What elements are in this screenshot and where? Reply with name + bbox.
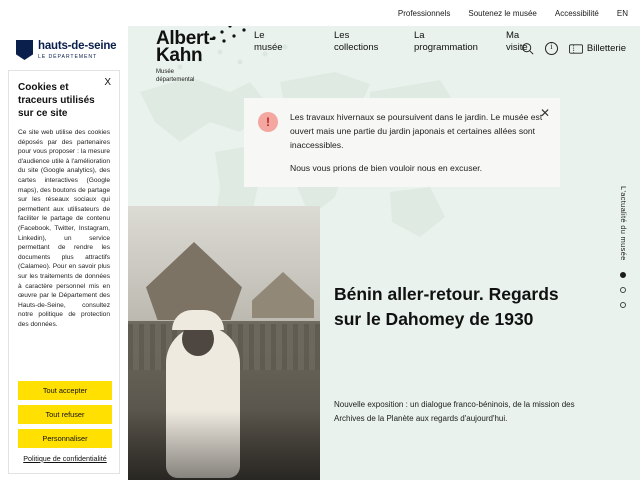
refuse-all-button[interactable]: Tout refuser: [18, 405, 112, 424]
cookie-actions: [18, 381, 112, 464]
nav-item-collections-line2: collections: [334, 42, 379, 53]
hero-shadow-overlay: [128, 410, 320, 480]
carousel-dot-3[interactable]: [620, 302, 626, 308]
top-utility-bar: [0, 0, 640, 26]
nav-item-programmation-line1: La: [414, 30, 425, 41]
search-icon[interactable]: [521, 42, 534, 55]
cookie-body-text: Ce site web utilise des cookies déposés par des partenaires pour vous proposer : la mesure d'audience utile à l'amélioration du site (Google analytics), des cartes interactives (Google maps), des boutons de partage sur les réseaux sociaux qui permettent aux utilisateurs de faciliter le partage de contenu (Facebook, Twitter, Instagram, Linkedin), un service permettant de rendre les documents plus attractifs (Calameo). Pour en savoir plus sur les traitements de données à caractère personnel mis en œuvre par le Département des Hauts-de-Seine, consultez notre politique de protection des données.: [18, 129, 110, 328]
site-logo[interactable]: [156, 30, 215, 84]
carousel-dot-2[interactable]: [620, 287, 626, 293]
topbar-link-language[interactable]: EN: [616, 8, 628, 18]
hero-image: [128, 206, 320, 480]
nav-item-visite-line2: visite: [506, 42, 528, 53]
topbar-link-professionnels[interactable]: Professionnels: [397, 8, 451, 18]
brand-sub-line2: départemental: [156, 76, 195, 83]
main-navigation: [254, 30, 634, 66]
customize-button[interactable]: Personnaliser: [18, 429, 112, 448]
exclamation-icon: !: [258, 112, 278, 132]
alert-text: [290, 110, 550, 175]
nav-item-musee-line2: musée: [254, 42, 283, 53]
nav-item-programmation-line2: programmation: [414, 42, 478, 53]
alert-paragraph-2: Nous vous prions de bien vouloir nous en excuser.: [290, 163, 483, 173]
department-name: hauts-de-seine: [38, 40, 117, 52]
privacy-policy-link[interactable]: Politique de confidentialité: [23, 453, 107, 463]
shield-icon: [16, 40, 33, 60]
brand-sub-line1: Musée: [156, 69, 175, 75]
hero-subtitle: Nouvelle exposition : un dialogue franco-béninois, de la mission des Archives de la Planète aux regards d'aujourd'hui.: [334, 400, 575, 423]
alert-paragraph-1: Les travaux hivernaux se poursuivent dans le jardin. Le musée est ouvert mais une partie du jardin japonais et certaines allées sont inaccessibles.: [290, 112, 543, 150]
topbar-link-soutenez[interactable]: Soutenez le musée: [468, 8, 537, 18]
alert-banner: [244, 98, 560, 187]
carousel-label: L'actualité du musée: [619, 186, 628, 261]
info-icon[interactable]: [545, 42, 558, 55]
brand-name-line2: Kahn: [156, 45, 203, 66]
ticket-icon: [569, 44, 583, 54]
nav-item-programmation[interactable]: [414, 30, 480, 54]
accept-all-button[interactable]: Tout accepter: [18, 381, 112, 400]
carousel-dots: [620, 272, 626, 308]
nav-item-visite-line1: Ma: [506, 30, 520, 41]
nav-item-collections-line1: Les: [334, 30, 350, 41]
nav-item-collections[interactable]: [334, 30, 388, 54]
nav-item-musee-line1: Le: [254, 30, 265, 41]
department-logo[interactable]: [16, 40, 116, 60]
cookie-banner: [8, 70, 120, 474]
brand-name-line1: Albert-: [156, 28, 216, 49]
department-subtitle: LE DÉPARTEMENT: [38, 54, 98, 60]
cookie-title: Cookies et traceurs utilisés sur ce site: [18, 82, 95, 119]
topbar-link-accessibilite[interactable]: Accessibilité: [554, 8, 599, 18]
ticket-label: Billetterie: [586, 43, 626, 54]
ticket-button[interactable]: [569, 43, 626, 54]
nav-icon-group: [521, 42, 626, 55]
carousel-dot-1[interactable]: [620, 272, 626, 278]
hero-title[interactable]: Bénin aller-retour. Regards sur le Dahomey de 1930: [334, 284, 559, 329]
close-icon[interactable]: ✕: [539, 106, 551, 120]
nav-item-musee[interactable]: [254, 30, 308, 54]
cookie-close-icon[interactable]: X: [104, 77, 111, 88]
